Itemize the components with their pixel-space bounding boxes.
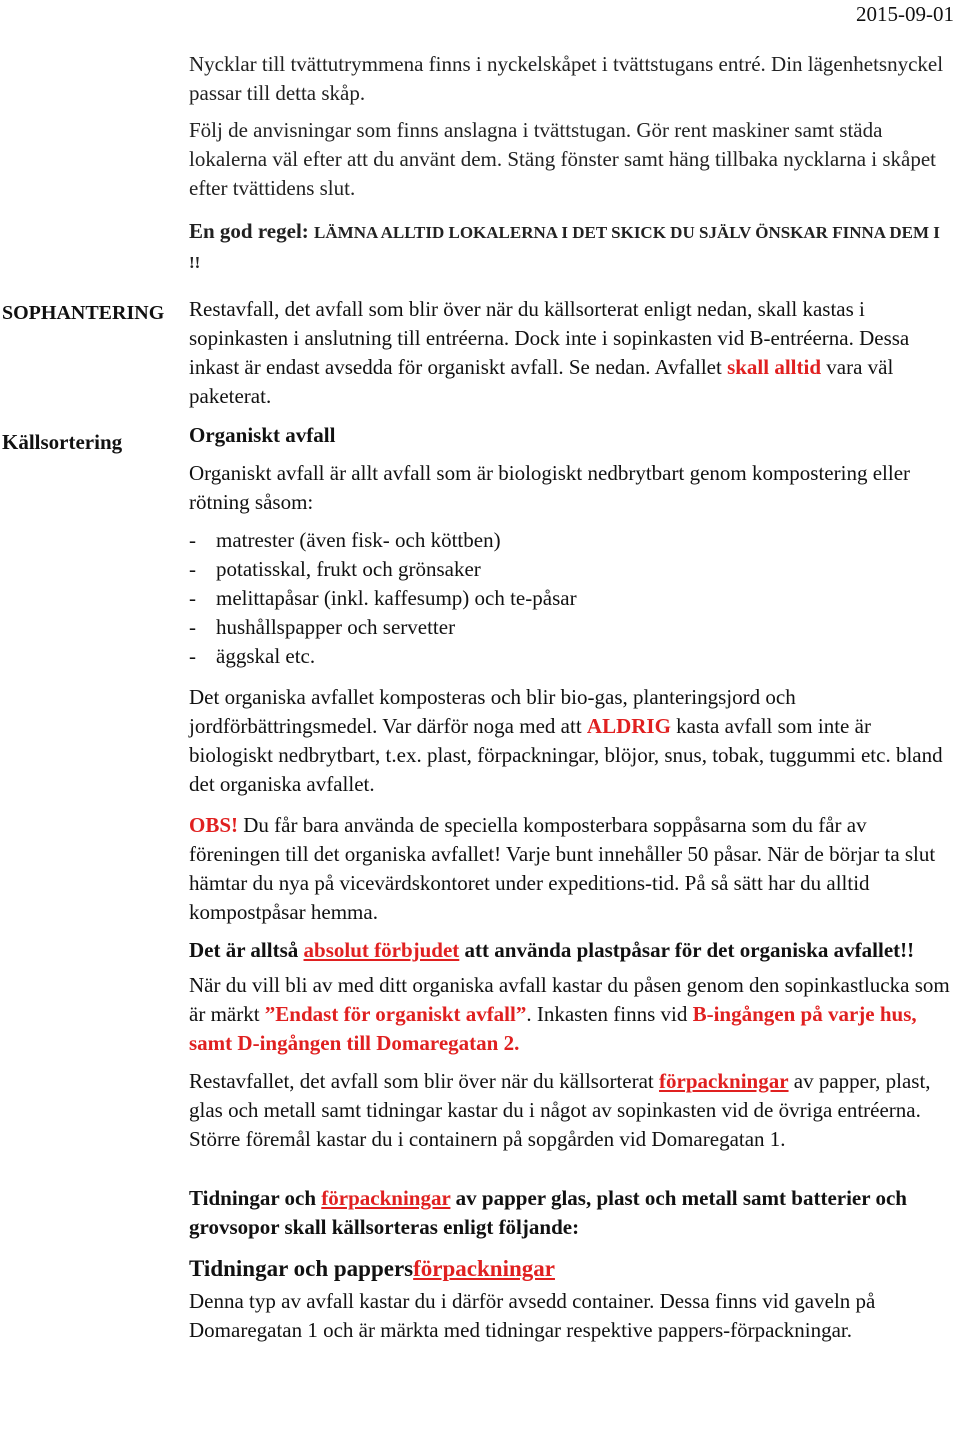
sophantering-paragraph <box>189 295 951 411</box>
tvatt-keys-paragraph: Nycklar till tvättutrymmena finns i nyckelskåpet i tvättstugans entré. Din lägenhetsnyckel passar till detta skåp. <box>189 52 944 105</box>
sophantering-text: Restavfall, det avfall som blir över när du källsorterat enligt nedan, skall kastas i sopinkasten i anslutning till entréerna. Dock inte i sopinkasten vid B-entréerna. Dessa inkast är endast avsedda för organiskt avfall. Se nedan. <box>189 297 910 379</box>
rest-text-b: av papper, plast, glas och metall samt tidningar kastar du i något av sopinkasten vid de övriga entréerna. Större föremål kastar du i containern på sopgården vid Domaregatan 1. <box>189 1069 931 1151</box>
paper-packaging-text: Denna typ av avfall kastar du i därför avsedd container. Dessa finns vid gaveln på Domaregatan 1 och är märkta med tidningar respektive pappers-förpackningar. <box>189 1289 876 1342</box>
obs-text: Du får bara använda de speciella komposterbara soppåsarna som du får av föreningen till det organiska avfallet! Varje bunt innehåller 50 påsar. När de börjar ta slut hämtar du nya på vicevärdskontoret under expeditions-tid. På så sätt har du alltid kompostpåsar hemma. <box>189 813 936 924</box>
hatch-paragraph <box>189 971 951 1058</box>
list-item: - hushållspapper och servetter <box>189 613 951 642</box>
document-body <box>189 50 951 1345</box>
forbidden-text-b: att använda plastpåsar för det organiska avfallet!! <box>464 938 915 962</box>
list-item: - äggskal etc. <box>189 642 951 671</box>
organic-title: Organiskt avfall <box>189 423 336 447</box>
paper-packaging-heading-emphasis: förpackningar <box>413 1256 555 1281</box>
compost-never: ALDRIG <box>586 714 671 738</box>
forbidden-emphasis: absolut förbjudet <box>303 938 460 962</box>
hatch-text-a: När du vill bli av med ditt organiska avfall kastar du påsen genom den sopinkastlucka som är märkt <box>189 973 950 1026</box>
sorting-heading-a: Tidningar och <box>189 1186 317 1210</box>
list-item: - potatisskal, frukt och grönsaker <box>189 555 951 584</box>
page-date: 2015-09-01 <box>856 2 954 26</box>
rest-paragraph <box>189 1067 951 1154</box>
hatch-label: ”Endast för organiskt avfall” <box>264 1002 527 1026</box>
hatch-text-b: . Inkasten finns vid <box>526 1002 688 1026</box>
forbidden-text-a: Det är alltså <box>189 938 299 962</box>
rest-emphasis: förpackningar <box>659 1069 789 1093</box>
sorting-heading-b: av papper glas, plast och metall samt batterier och grovsopor skall källsorteras enligt följande: <box>189 1186 907 1239</box>
good-rule-text: LÄMNA ALLTID LOKALERNA I DET SKICK DU SJÄLV ÖNSKAR FINNA DEM I !! <box>189 223 940 272</box>
hatch-location: B-ingången på varje hus, samt D-ingången till Domaregatan 2. <box>189 1002 917 1055</box>
rest-text-a: Restavfallet, det avfall som blir över när du källsorterat <box>189 1069 654 1093</box>
organic-items-list <box>189 526 951 671</box>
compost-text-b: kasta avfall som inte är biologiskt nedbrytbart, t.ex. plast, förpackningar, blöjor, snus, tobak, tuggummi etc. bland det organiska avfallet. <box>189 714 943 796</box>
good-rule <box>189 217 951 277</box>
obs-paragraph <box>189 811 951 927</box>
list-item: - melittapåsar (inkl. kaffesump) och te-påsar <box>189 584 951 613</box>
sophantering-pack-emphasis: skall alltid <box>727 355 822 379</box>
paper-packaging-heading-a: Tidningar och pappers <box>189 1256 414 1281</box>
compost-text-a: Det organiska avfallet komposteras och blir bio-gas, planteringsjord och jordförbättringsmedel. Var därför noga med att <box>189 685 796 738</box>
compost-paragraph <box>189 683 951 799</box>
sophantering-pack-a: Avfallet <box>654 355 722 379</box>
section-label-sophantering: SOPHANTERING <box>2 302 165 324</box>
obs-label: OBS! <box>189 813 239 837</box>
good-rule-lead: En god regel: <box>189 219 309 243</box>
paper-packaging-heading <box>189 1254 951 1283</box>
sophantering-pack-b: vara väl paketerat. <box>189 355 894 408</box>
forbidden-paragraph <box>189 936 951 965</box>
section-label-kallsortering: Källsortering <box>2 430 123 454</box>
sorting-heading <box>189 1184 951 1242</box>
organic-intro: Organiskt avfall är allt avfall som är biologiskt nedbrytbart genom kompostering eller rötning såsom: <box>189 461 911 514</box>
sorting-heading-emphasis: förpackningar <box>321 1186 451 1210</box>
list-item: - matrester (även fisk- och köttben) <box>189 526 951 555</box>
tvatt-instructions-paragraph: Följ de anvisningar som finns anslagna i tvättstugan. Gör rent maskiner samt städa lokalerna väl efter att du använt dem. Stäng fönster samt häng tillbaka nycklarna i skåpet efter tvättidens slut. <box>189 118 936 200</box>
